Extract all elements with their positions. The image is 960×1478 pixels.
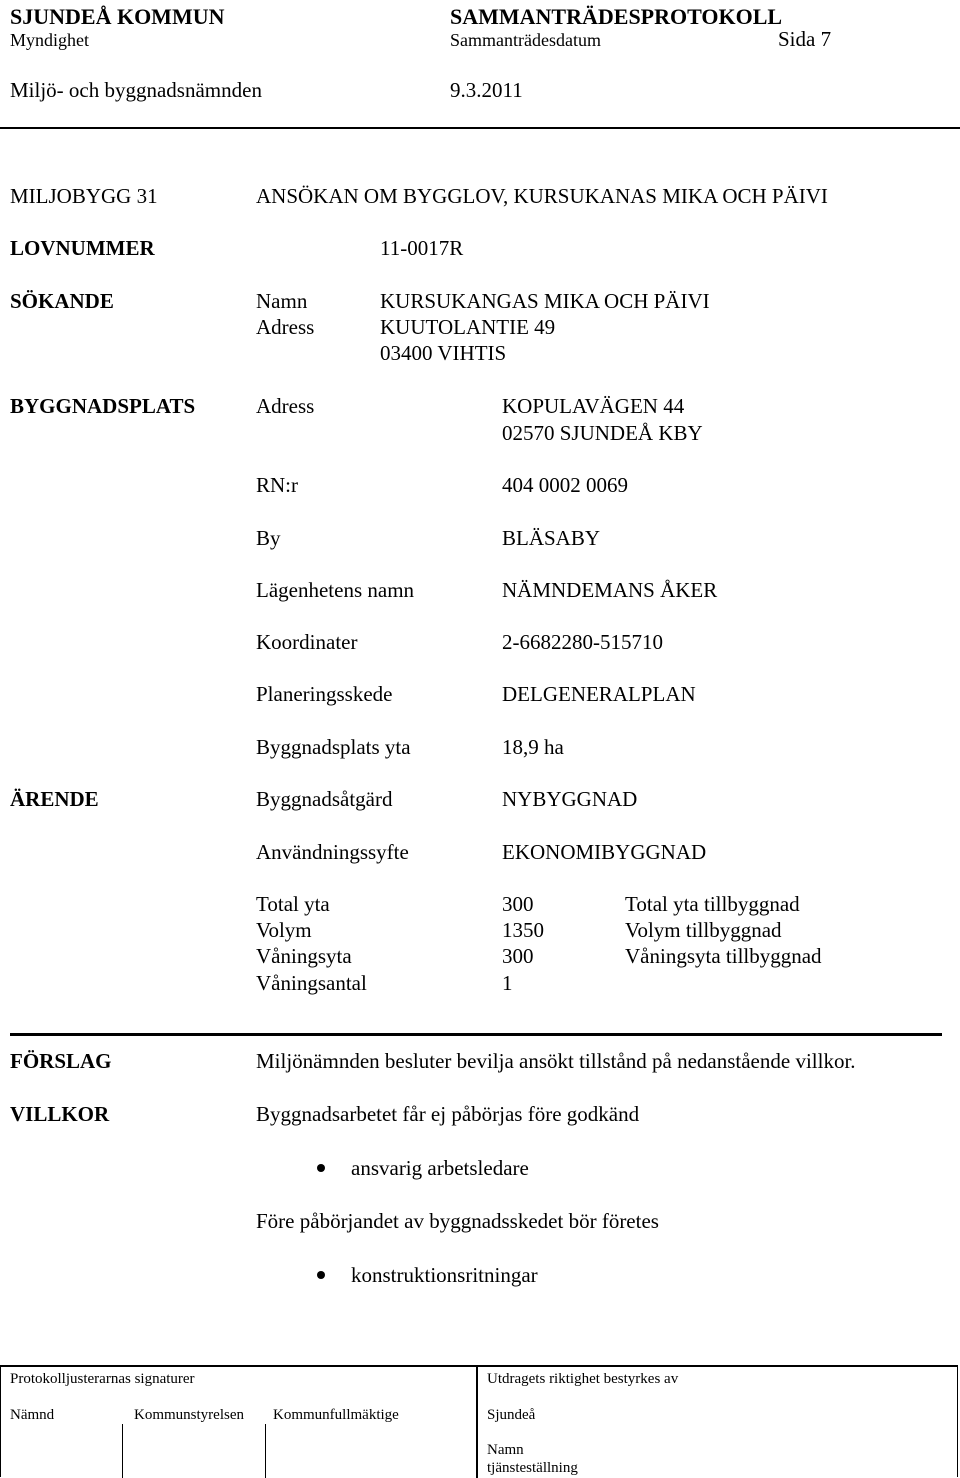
purpose-value: EKONOMIBYGGNAD — [502, 840, 707, 864]
proposal-section-label: FÖRSLAG — [10, 1049, 112, 1073]
coordinates-value: 2-6682280-515710 — [502, 630, 663, 654]
volume-label: Volym — [256, 918, 312, 942]
volume-extension-label: Volym tillbyggnad — [625, 918, 782, 942]
estate-value: NÄMNDEMANS ÅKER — [502, 578, 718, 602]
footer-divider-1 — [122, 1424, 123, 1478]
proposal-text: Miljönämnden besluter bevilja ansökt tillstånd på nedanstående villkor. — [256, 1049, 856, 1073]
matter-section-label: ÄRENDE — [10, 787, 99, 811]
certifier-position-label: tjänsteställning — [487, 1460, 578, 1476]
site-section-label: BYGGNADSPLATS — [10, 394, 196, 418]
applicant-section-label: SÖKANDE — [10, 289, 114, 313]
planning-value: DELGENERALPLAN — [502, 682, 696, 706]
site-area-value: 18,9 ha — [502, 735, 564, 759]
case-title: ANSÖKAN OM BYGGLOV, KURSUKANAS MIKA OCH PÄIVI — [256, 184, 828, 208]
condition-bullet-2: konstruktionsritningar — [351, 1263, 538, 1287]
condition-text-2: Före påbörjandet av byggnadsskedet bör företes — [256, 1209, 659, 1233]
section-divider — [10, 1033, 942, 1036]
village-label: By — [256, 526, 281, 550]
site-address-postal: 02570 SJUNDEÅ KBY — [502, 421, 703, 445]
condition-bullet-1: ansvarig arbetsledare — [351, 1156, 529, 1180]
applicant-name: KURSUKANGAS MIKA OCH PÄIVI — [380, 289, 710, 313]
bullet-icon — [317, 1271, 325, 1279]
total-area-value: 300 — [502, 892, 534, 916]
authority-name: Miljö- och byggnadsnämnden — [10, 78, 262, 102]
rn-value: 404 0002 0069 — [502, 473, 628, 497]
planning-label: Planeringsskede — [256, 682, 393, 706]
village-value: BLÄSABY — [502, 526, 601, 550]
footer-divider-vertical — [476, 1365, 478, 1478]
estate-label: Lägenhetens namn — [256, 578, 415, 602]
signature-column-executive: Kommunstyrelsen — [134, 1407, 244, 1423]
floor-area-label: Våningsyta — [256, 944, 352, 968]
applicant-name-label: Namn — [256, 289, 308, 313]
applicant-address-postal: 03400 VIHTIS — [380, 341, 507, 365]
conditions-section-label: VILLKOR — [10, 1102, 110, 1126]
action-label: Byggnadsåtgärd — [256, 787, 393, 811]
protocol-title: SAMMANTRÄDESPROTOKOLL — [450, 4, 783, 29]
header-divider — [0, 127, 960, 129]
bullet-icon — [317, 1164, 325, 1172]
signatures-label: Protokolljusterarnas signaturer — [10, 1371, 195, 1387]
purpose-label: Användningssyfte — [256, 840, 409, 864]
case-reference: MILJOBYGG 31 — [10, 184, 158, 208]
total-area-label: Total yta — [256, 892, 330, 916]
page-number: Sida 7 — [778, 27, 832, 51]
meeting-date-label: Sammanträdesdatum — [450, 30, 601, 50]
site-address-street: KOPULAVÄGEN 44 — [502, 394, 685, 418]
volume-value: 1350 — [502, 918, 544, 942]
site-area-label: Byggnadsplats yta — [256, 735, 411, 759]
footer-divider-2 — [265, 1424, 266, 1478]
signature-column-council: Kommunfullmäktige — [273, 1407, 399, 1423]
permit-number: 11-0017R — [380, 236, 464, 260]
meeting-date: 9.3.2011 — [450, 78, 523, 102]
floors-label: Våningsantal — [256, 971, 367, 995]
municipality-name: SJUNDEÅ KOMMUN — [10, 4, 225, 29]
certification-place: Sjundeå — [487, 1407, 536, 1423]
authority-label: Myndighet — [10, 30, 89, 50]
floors-value: 1 — [502, 971, 513, 995]
condition-text-1: Byggnadsarbetet får ej påbörjas före godkänd — [256, 1102, 640, 1126]
floor-area-extension-label: Våningsyta tillbyggnad — [625, 944, 822, 968]
action-value: NYBYGGNAD — [502, 787, 638, 811]
coordinates-label: Koordinater — [256, 630, 358, 654]
applicant-address-street: KUUTOLANTIE 49 — [380, 315, 556, 339]
site-address-label: Adress — [256, 394, 315, 418]
applicant-address-label: Adress — [256, 315, 315, 339]
rn-label: RN:r — [256, 473, 298, 497]
permit-number-label: LOVNUMMER — [10, 236, 155, 260]
signature-column-board: Nämnd — [10, 1407, 55, 1423]
certifier-name-label: Namn — [487, 1442, 524, 1458]
certified-by-label: Utdragets riktighet bestyrkes av — [487, 1371, 679, 1387]
total-area-extension-label: Total yta tillbyggnad — [625, 892, 800, 916]
floor-area-value: 300 — [502, 944, 534, 968]
